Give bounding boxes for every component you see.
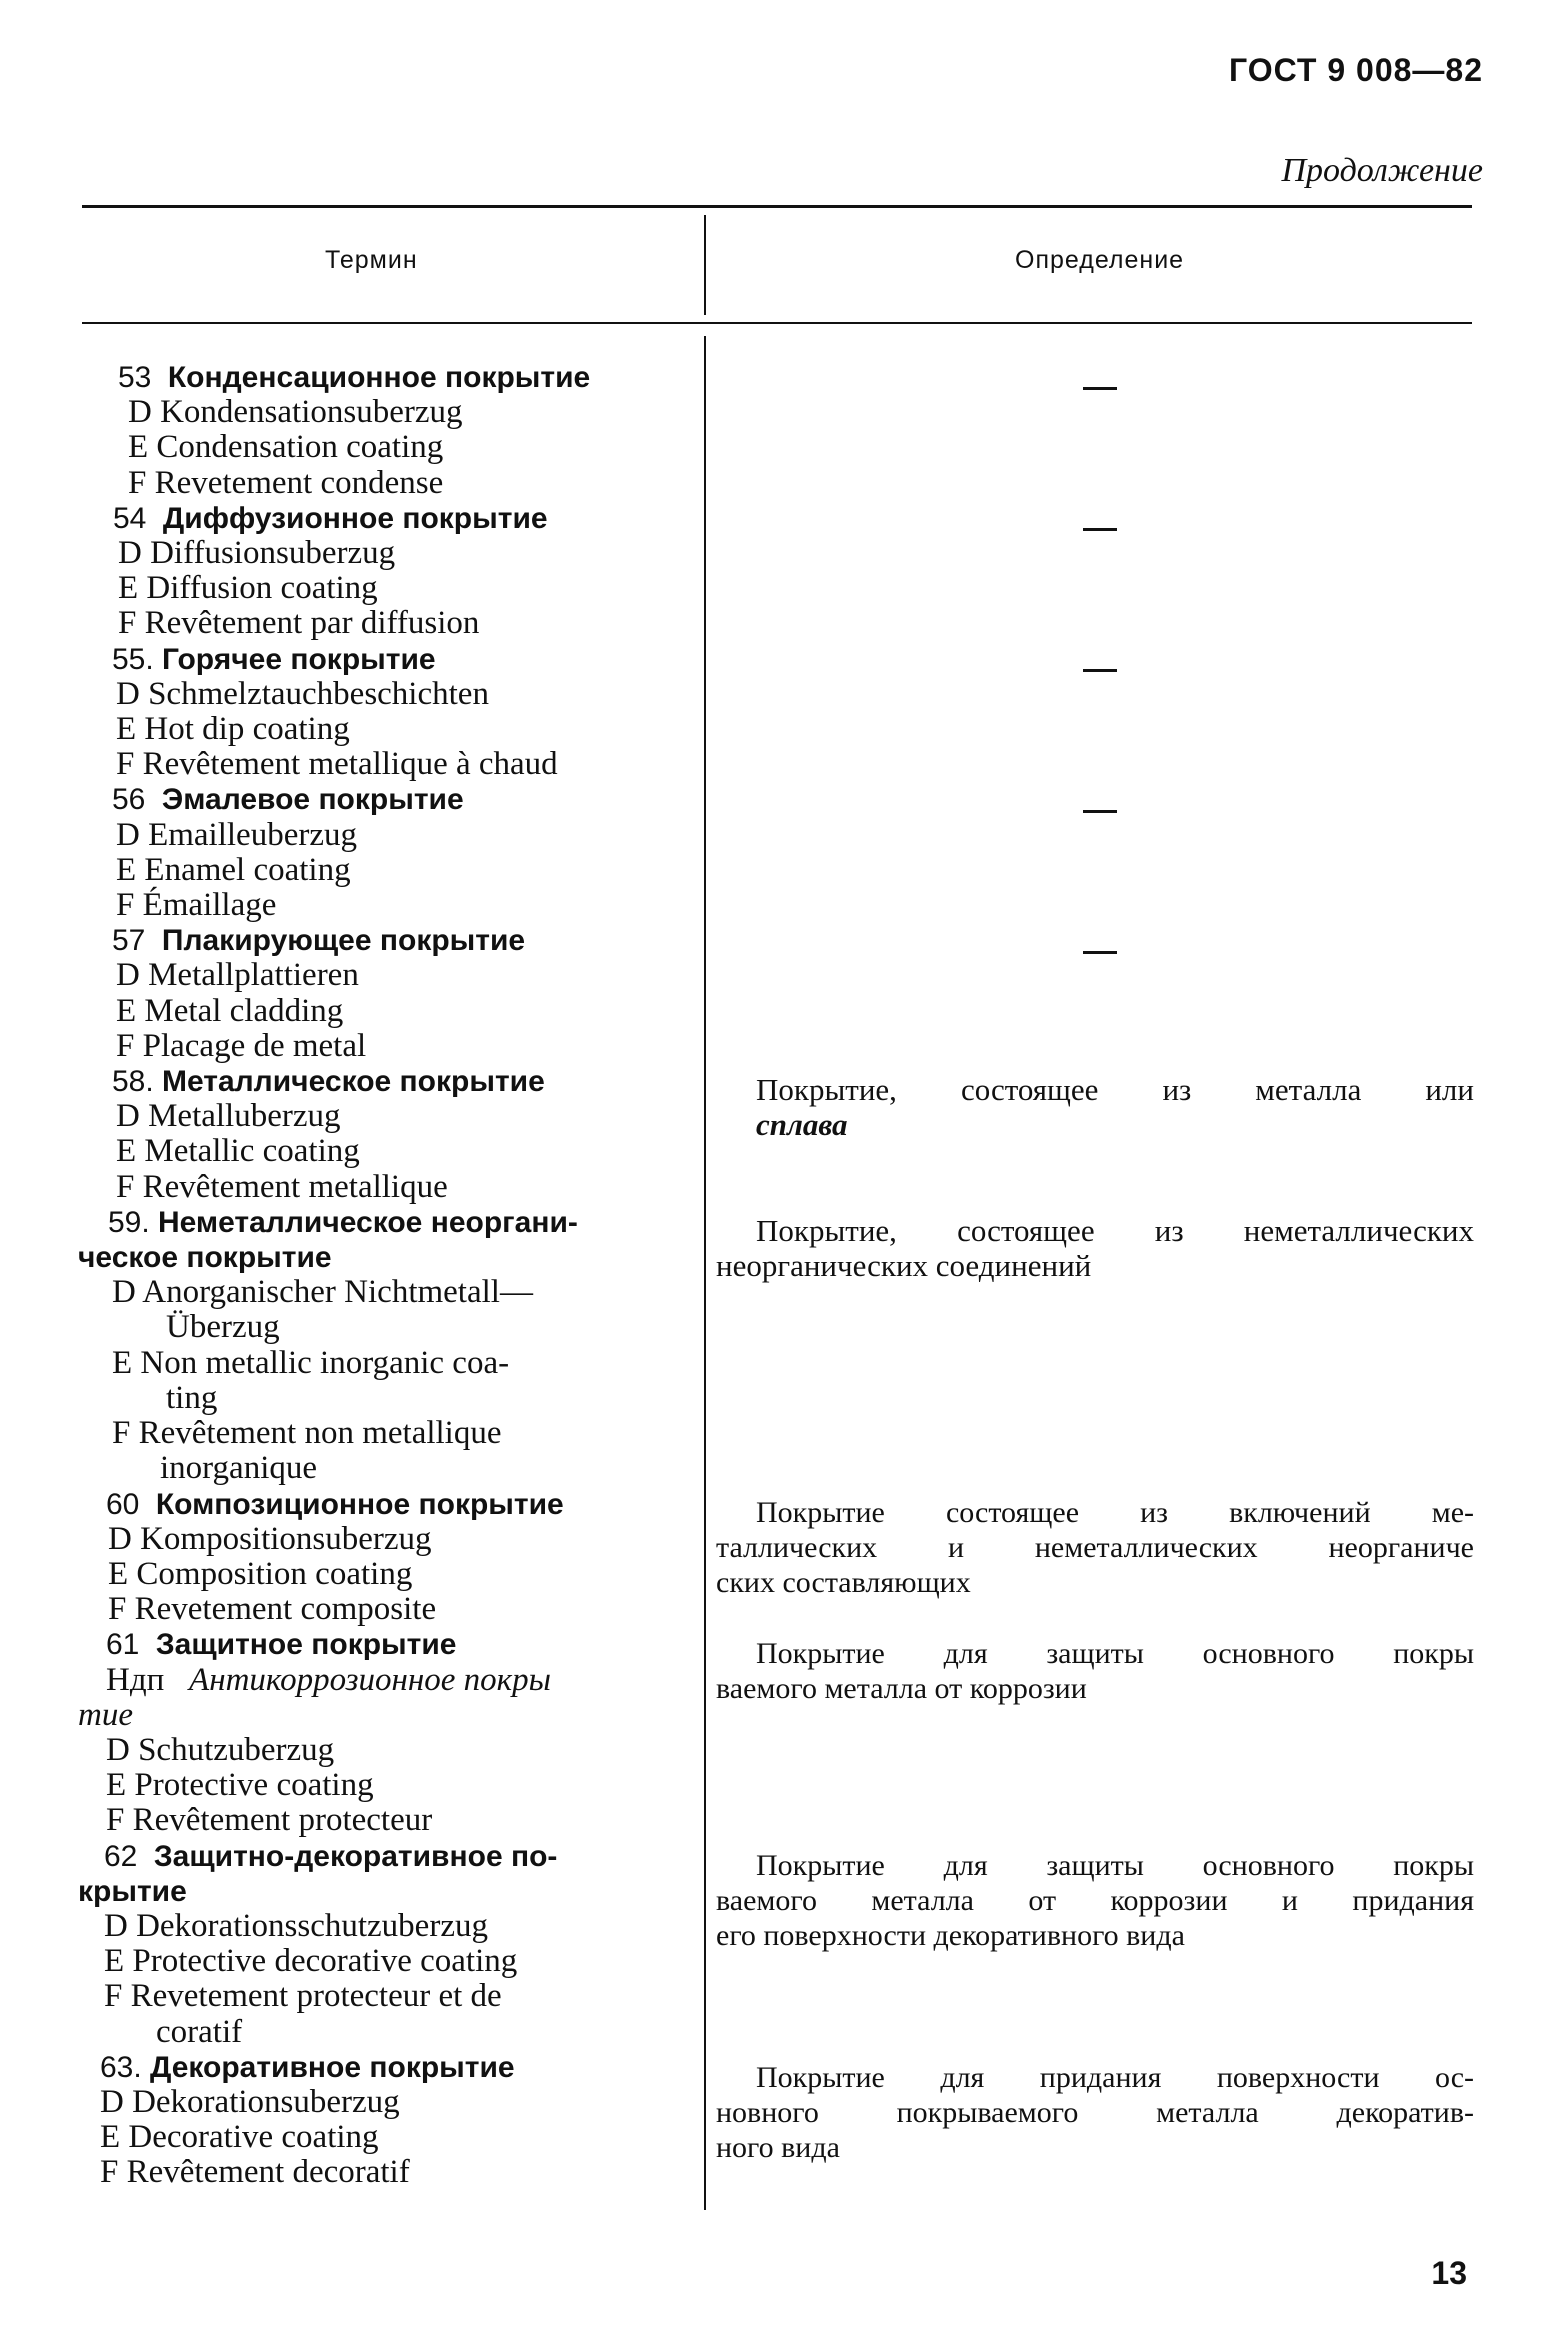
definition-58: Покрытие, состоящее из металла или сплава	[756, 1072, 1474, 1142]
definition-60: Покрытие состоящее из включений ме- таллических и неметаллических неорганиче ских составляющих	[716, 1496, 1474, 1599]
definition-59: Покрытие, состоящее из неметаллических неорганических соединений	[716, 1213, 1474, 1283]
term-entry-54: 54 Диффузионное покрытие D Diffusionsuberzug E Diffusion coating F Revêtement par diffusion	[113, 501, 548, 642]
term-entry-53: 53 Конденсационное покрытие D Kondensationsuberzug E Condensation coating F Revetement condense	[118, 361, 591, 501]
terms-column	[78, 360, 678, 2191]
term-entry-58: 58. Металлическое покрытие D Metalluberzug E Metallic coating F Revêtement metallique	[112, 1065, 545, 1205]
table-header-rule	[82, 322, 1472, 324]
page-number: 13	[1431, 2255, 1467, 2291]
document-id: ГОСТ 9 008—82	[1228, 52, 1483, 88]
term-entry-63: 63. Декоративное покрытие D Dekorationsuberzug E Decorative coating F Revêtement decoratif	[100, 2050, 515, 2191]
no-definition-dash-55	[1083, 669, 1117, 672]
definition-63: Покрытие для придания поверхности ос- новного покрываемого металла декоратив- ного вида	[716, 2061, 1474, 2164]
term-entry-62: 62 Защитно-декоративное по- крытие D Dekorationsschutzuberzug E Protective decorative coating F Revetement protecteur et de coratif	[78, 1839, 558, 2050]
term-entry-61: 61 Защитное покрытие Ндп Антикоррозионное покры тие D Schutzuberzug E Protective coating F Revêtement protecteur	[78, 1628, 551, 1839]
term-entry-60: 60 Композиционное покрытие D Kompositionsuberzug E Composition coating F Revetement composite	[106, 1487, 564, 1628]
term-entry-57: 57 Плакирующее покрытие D Metallplattieren E Metal cladding F Placage de metal	[112, 924, 526, 1064]
body-column-divider	[704, 336, 706, 2210]
definition-61: Покрытие для защиты основного покры ваемого металла от коррозии	[716, 1637, 1474, 1705]
no-definition-dash-56	[1083, 810, 1117, 813]
no-definition-dash-54	[1083, 528, 1117, 531]
continuation-label: Продолжение	[1281, 152, 1483, 189]
column-header-definition: Определение	[1015, 246, 1185, 274]
column-header-term: Термин	[325, 246, 418, 274]
definition-62: Покрытие для защиты основного покры ваемого металла от коррозии и придания его поверхности декоративного вида	[716, 1849, 1474, 1952]
term-entry-56: 56 Эмалевое покрытие D Emailleuberzug E Enamel coating F Émaillage	[112, 783, 464, 924]
no-definition-dash-53	[1083, 387, 1117, 390]
term-entry-59: 59. Неметаллическое неоргани- ческое покрытие D Anorganischer Nichtmetall— Überzug E Non metallic inorganic coa- ting F Revêtement non metallique inorganique	[78, 1205, 578, 1487]
no-definition-dash-57	[1083, 951, 1117, 954]
header-column-divider	[704, 215, 706, 315]
term-entry-55: 55. Горячее покрытие D Schmelztauchbeschichten E Hot dip coating F Revêtement metallique à chaud	[112, 642, 558, 783]
table-top-rule	[82, 205, 1472, 208]
